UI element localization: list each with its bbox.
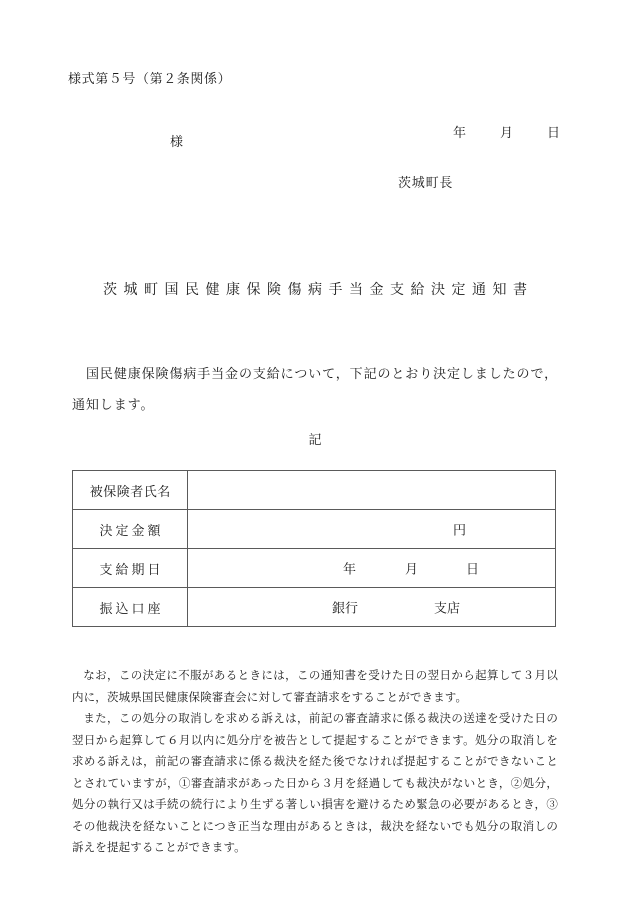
payment-year-label: 年: [343, 561, 357, 577]
issuer-name: 茨城町長: [398, 175, 454, 190]
decision-details-table: [72, 470, 556, 627]
footer-paragraph-2: [72, 709, 558, 860]
footer-paragraph-1: [72, 666, 558, 709]
body-paragraph-text: 国民健康保険傷病手当金の支給について，下記のとおり決定しましたので，通知します。: [72, 366, 558, 412]
bank-label: 銀行: [332, 600, 359, 616]
form-number: 様式第５号（第２条関係）: [68, 71, 232, 86]
date-month-label: 月: [500, 125, 514, 140]
date-day-label: 日: [547, 125, 561, 140]
footer-paragraph-1-text: なお，この決定に不服があるときには，この通知書を受けた日の翌日から起算して３月以内に，茨城県国民健康保険審査会に対して審査請求をすることができます。: [72, 670, 558, 704]
date-year-label: 年: [453, 125, 467, 140]
row-label-insured-name: 被保険者氏名: [73, 471, 188, 510]
row-value-payment-date[interactable]: [188, 549, 556, 588]
table-row: [73, 549, 556, 588]
date-line: [440, 106, 560, 157]
amount-unit-label: 円: [453, 522, 467, 538]
body-paragraph: [72, 358, 558, 420]
table-row: [73, 510, 556, 549]
row-label-payment-date: 支給期日: [73, 549, 188, 588]
footer-legal-notice: [72, 666, 558, 860]
addressee-honorific: 様: [170, 134, 184, 149]
row-value-insured-name[interactable]: [188, 471, 556, 510]
table-row: [73, 588, 556, 627]
payment-day-label: 日: [466, 561, 480, 577]
branch-label: 支店: [434, 600, 461, 616]
payment-month-label: 月: [405, 561, 419, 577]
ki-mark: 記: [308, 432, 322, 447]
row-value-decided-amount[interactable]: [188, 510, 556, 549]
row-value-bank-account[interactable]: [188, 588, 556, 627]
row-label-bank-account: 振込口座: [73, 588, 188, 627]
row-label-decided-amount: 決定金額: [73, 510, 188, 549]
document-title: 茨城町国民健康保険傷病手当金支給決定通知書: [103, 283, 534, 298]
table-row: [73, 471, 556, 510]
footer-paragraph-2-text: また，この処分の取消しを求める訴えは，前記の審査請求に係る裁決の送達を受けた日の翌日から起算して６月以内に処分庁を被告として提起することができます。処分の取消しを求める訴えは，前記の審査請求に係る裁決を経た後でなければ提起することができないこととされていますが，①審査請求があった日から３月を経過しても裁決がないとき，②処分，処分の執行又は手続の続行により生ずる著しい損害を避けるため緊急の必要があるとき，③その他裁決を経ないことにつき正当な理由があるときは，裁決を経ないでも処分の取消しの訴えを提起することができます。: [72, 713, 558, 854]
